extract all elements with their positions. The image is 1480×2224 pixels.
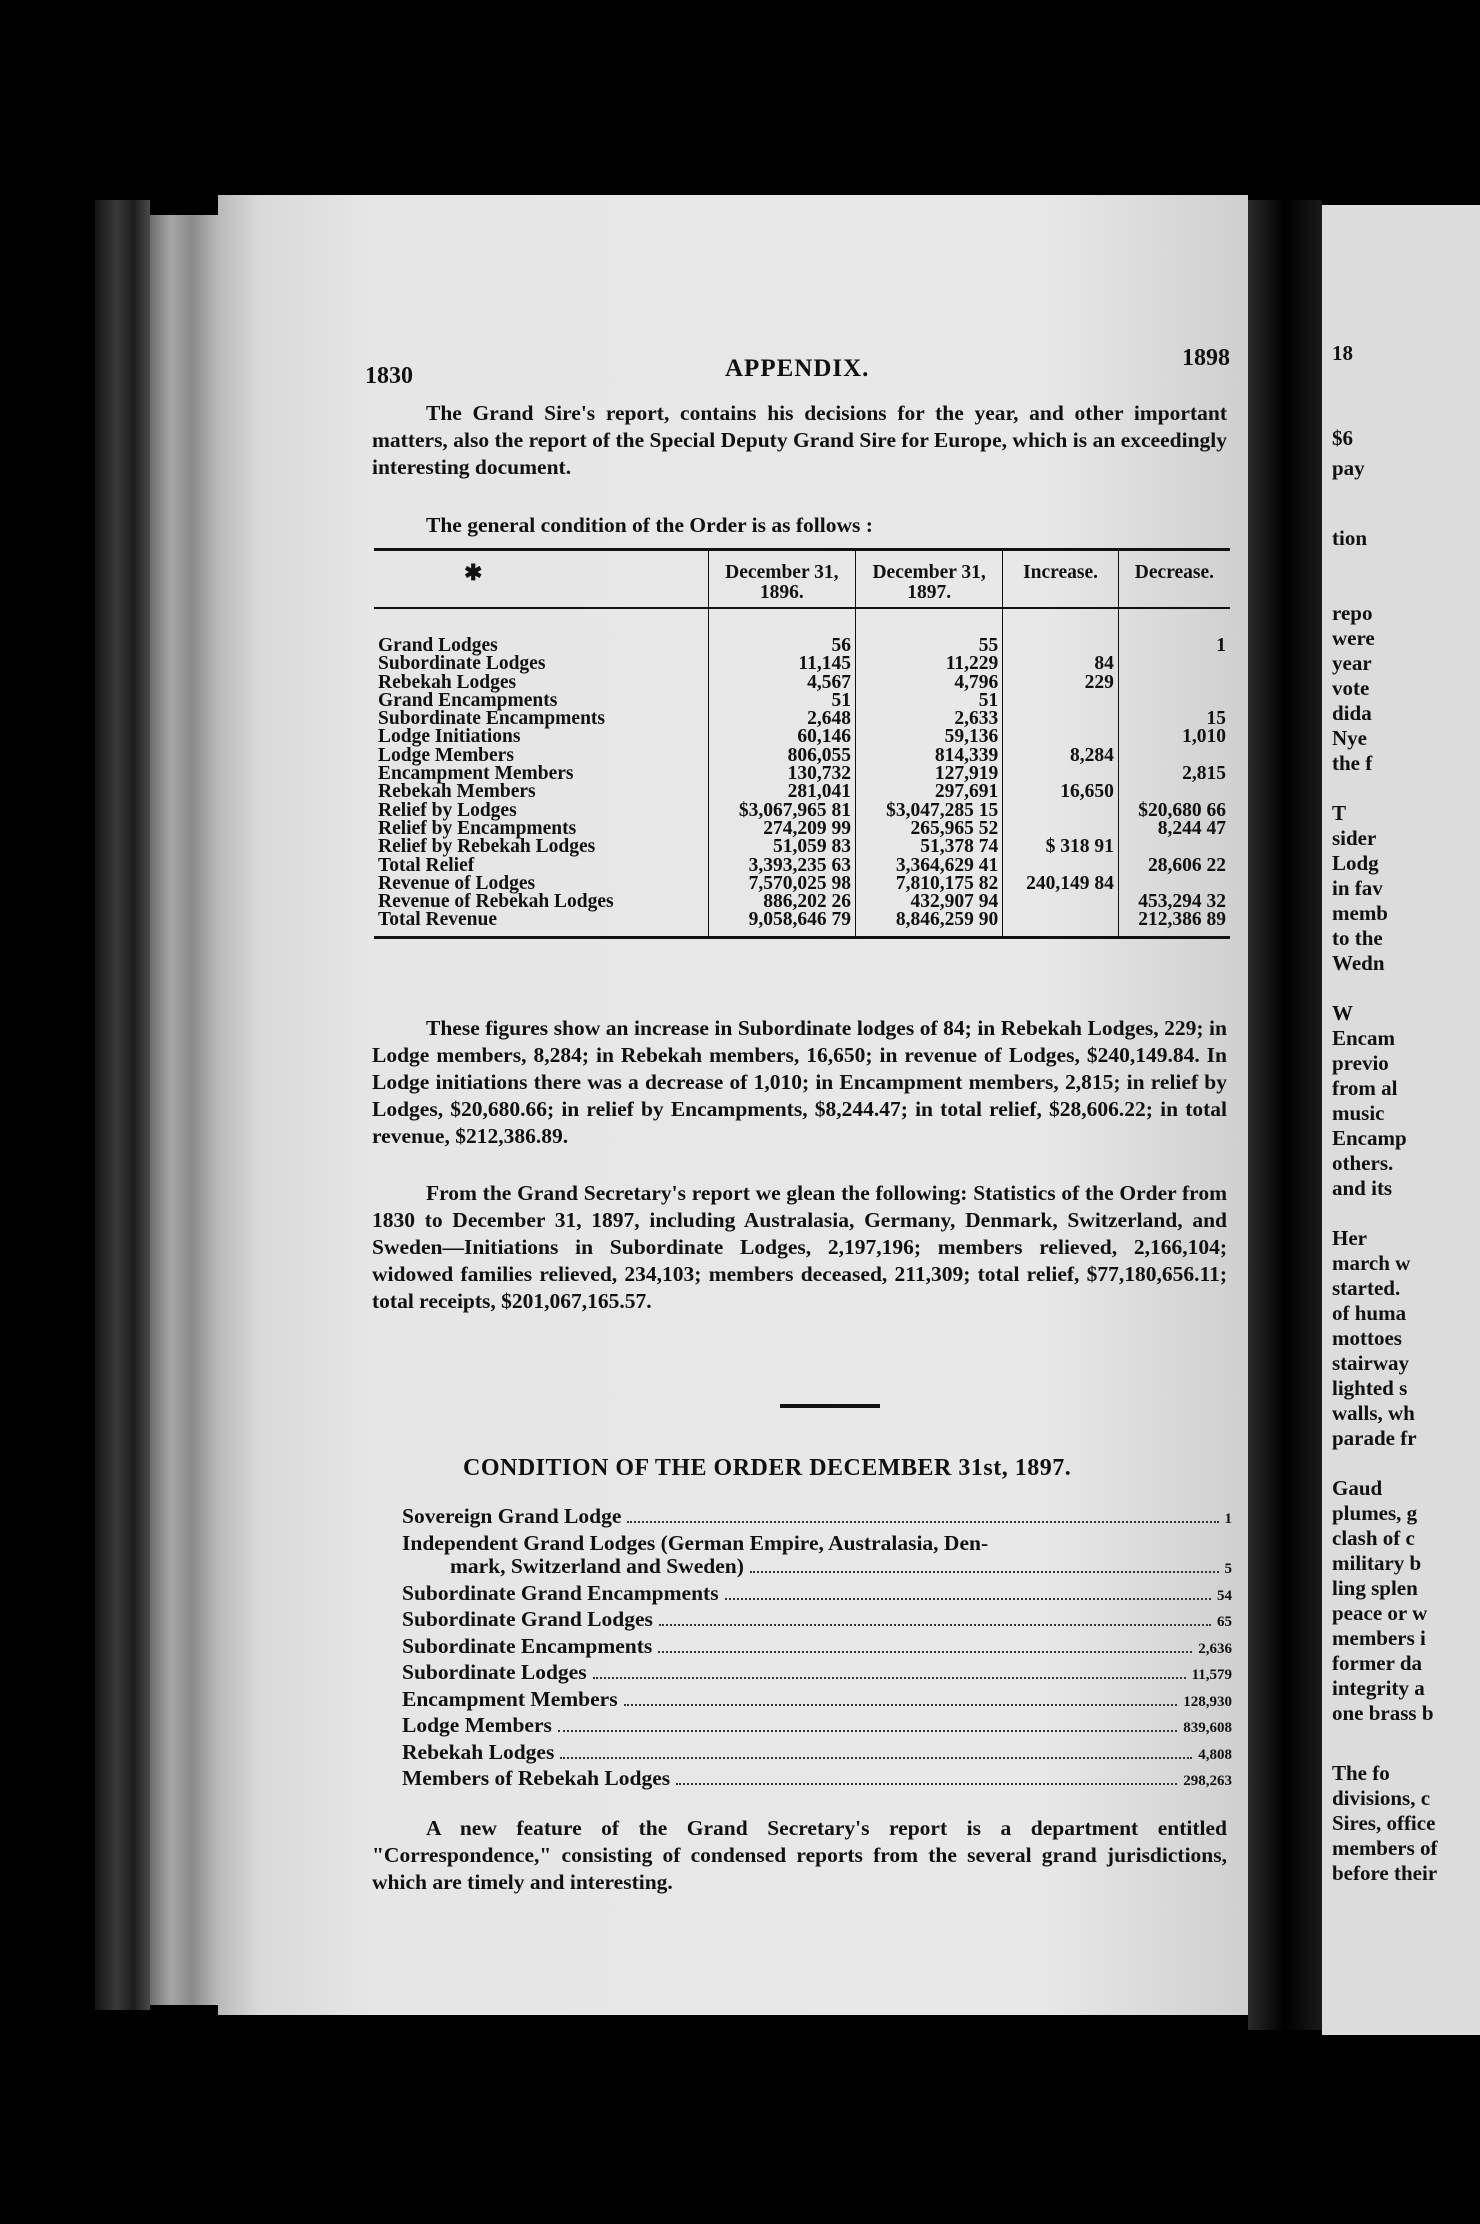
cell-decrease: $20,680 66 <box>1118 802 1230 820</box>
leader-dots <box>558 1730 1177 1732</box>
table-row <box>374 838 1230 856</box>
condition-value: 298,263 <box>1183 1773 1232 1789</box>
intro-paragraph: The Grand Sire's report, contains his decisions for the year, and other important matters, also the report of the Special Deputy Grand Sire for Europe, which is an exceedingly interesting document. <box>372 401 1227 479</box>
figures-paragraph: These figures show an increase in Subordinate lodges of 84; in Rebekah Lodges, 229; in Lodge members, 8,284; in Rebekah members, 16,650; in revenue of Lodges, $240,149.84. In Lodge initiations there was a decrease of 1,010; in Encampment members, 2,815; in relief by Lodges, $20,680.66; in relief by Encampments, $8,244.47; in total relief, $28,606.22; in total revenue, $212,386.89. <box>372 1016 1227 1148</box>
adjacent-page-text: Encamp <box>1332 1126 1407 1150</box>
adjacent-page-text: integrity a <box>1332 1676 1425 1700</box>
leader-dots <box>593 1677 1186 1679</box>
cell-1896: 130,732 <box>708 765 855 783</box>
adjacent-page-text: repo <box>1332 601 1373 625</box>
adjacent-page-text: peace or w <box>1332 1601 1428 1625</box>
condition-item <box>402 1688 1232 1715</box>
condition-list <box>402 1505 1232 1794</box>
adjacent-page-text: pay <box>1332 456 1365 480</box>
cell-1896: 4,567 <box>708 674 855 692</box>
adjacent-page-text: former da <box>1332 1651 1422 1675</box>
cell-increase <box>1003 893 1119 911</box>
table-header-mark: ✱ <box>374 550 708 609</box>
condition-item <box>402 1505 1232 1532</box>
condition-value: 1 <box>1224 1511 1232 1527</box>
cell-1896: 60,146 <box>708 728 855 746</box>
cell-decrease: 8,244 47 <box>1118 820 1230 838</box>
adjacent-page-text: Sires, office <box>1332 1811 1436 1835</box>
leader-dots <box>658 1651 1192 1653</box>
condition-label: Sovereign Grand Lodge <box>402 1504 622 1528</box>
cell-decrease: 212,386 89 <box>1118 911 1230 937</box>
row-label: Subordinate Lodges <box>378 653 546 675</box>
page-number: 1830 <box>365 363 413 389</box>
adjacent-page-text: clash of c <box>1332 1526 1415 1550</box>
cell-increase <box>1003 692 1119 710</box>
adjacent-page-text: Her <box>1332 1226 1367 1250</box>
cell-1896: 56 <box>708 608 855 655</box>
row-label: Total Relief <box>378 854 475 876</box>
adjacent-page-text: Gaud <box>1332 1476 1383 1500</box>
adjacent-page-text: previo <box>1332 1051 1389 1075</box>
cell-decrease: 28,606 22 <box>1118 857 1230 875</box>
adjacent-page-text: music <box>1332 1101 1385 1125</box>
condition-label: Independent Grand Lodges (German Empire, Australasia, Den- <box>402 1530 989 1555</box>
cell-increase: 240,149 84 <box>1003 875 1119 893</box>
row-label: Relief by Encampments <box>378 817 577 839</box>
cell-decrease <box>1118 783 1230 801</box>
table-row <box>374 911 1230 937</box>
adjacent-page-text: The fo <box>1332 1761 1390 1785</box>
row-label: Lodge Initiations <box>378 726 521 748</box>
adjacent-page-text: stairway <box>1332 1351 1409 1375</box>
cell-increase: $ 318 91 <box>1003 838 1119 856</box>
cell-decrease: 1 <box>1118 608 1230 655</box>
adjacent-page-text: walls, wh <box>1332 1401 1415 1425</box>
adjacent-page-text: year <box>1332 651 1372 675</box>
cell-decrease <box>1118 838 1230 856</box>
cell-1897: 297,691 <box>855 783 1002 801</box>
cell-1896: 886,202 26 <box>708 893 855 911</box>
adjacent-page-text: military b <box>1332 1551 1422 1575</box>
cell-1896: 274,209 99 <box>708 820 855 838</box>
book-spine-edge <box>150 215 220 2005</box>
condition-label: Lodge Members <box>402 1713 552 1737</box>
condition-label: mark, Switzerland and Sweden) <box>450 1554 744 1578</box>
condition-label: Rebekah Lodges <box>402 1739 555 1764</box>
adjacent-page-text: Encam <box>1332 1026 1395 1050</box>
book-spine-shadow <box>95 200 150 2010</box>
cell-1896: 51,059 83 <box>708 838 855 856</box>
cell-increase: 84 <box>1003 655 1119 673</box>
row-label: Lodge Members <box>378 744 514 766</box>
cell-decrease <box>1118 674 1230 692</box>
adjacent-page-text: ling splen <box>1332 1576 1418 1600</box>
condition-label: Subordinate Grand Encampments <box>402 1580 719 1605</box>
cell-decrease: 15 <box>1118 710 1230 728</box>
condition-value: 839,608 <box>1183 1720 1232 1736</box>
header-increase: Increase. <box>1003 550 1119 609</box>
cell-increase <box>1003 802 1119 820</box>
leader-dots <box>676 1783 1177 1785</box>
cell-1897: 51 <box>855 692 1002 710</box>
cell-1896: 2,648 <box>708 710 855 728</box>
cell-1897: 51,378 74 <box>855 838 1002 856</box>
order-condition-table <box>374 548 1230 939</box>
cell-increase: 16,650 <box>1003 783 1119 801</box>
adjacent-page-text: sider <box>1332 826 1377 850</box>
adjacent-page-text: started. <box>1332 1276 1401 1300</box>
running-title: APPENDIX. <box>725 355 870 382</box>
adjacent-page-text: Wedn <box>1332 951 1385 975</box>
condition-value: 4,808 <box>1198 1746 1232 1763</box>
header-1897: December 31, 1897. <box>855 550 1002 609</box>
table-body <box>374 608 1230 937</box>
cell-1896: 51 <box>708 692 855 710</box>
row-label: Encampment Members <box>378 763 574 785</box>
condition-value: 128,930 <box>1183 1693 1232 1710</box>
row-label: Total Revenue <box>374 911 708 937</box>
adjacent-page-text: dida <box>1332 701 1372 725</box>
header-decrease: Decrease. <box>1118 550 1230 609</box>
condition-label: Members of Rebekah Lodges <box>402 1766 671 1790</box>
condition-item <box>402 1555 1232 1582</box>
condition-item <box>402 1661 1232 1688</box>
cell-1897: 55 <box>855 608 1002 655</box>
row-label: Relief by Lodges <box>378 799 517 821</box>
cell-1896: $3,067,965 81 <box>708 802 855 820</box>
leader-dots <box>659 1624 1211 1626</box>
cell-decrease: 453,294 32 <box>1118 893 1230 911</box>
condition-item <box>402 1635 1232 1662</box>
adjacent-page-text: members i <box>1332 1626 1426 1650</box>
table-row <box>374 655 1230 673</box>
adjacent-page-text: and its <box>1332 1176 1393 1200</box>
intro-lead-in: The general condition of the Order is as follows : <box>426 513 873 537</box>
table-row <box>374 783 1230 801</box>
cell-1897: 265,965 52 <box>855 820 1002 838</box>
adjacent-page-text: lighted s <box>1332 1376 1408 1400</box>
row-label: Revenue of Lodges <box>378 872 536 894</box>
cell-1896: 7,570,025 98 <box>708 875 855 893</box>
adjacent-page-text: Lodg <box>1332 851 1379 875</box>
cell-1897: 7,810,175 82 <box>855 875 1002 893</box>
row-label: Relief by Rebekah Lodges <box>378 836 596 858</box>
adjacent-page-text: $6 <box>1332 426 1353 450</box>
table-row <box>374 608 1230 655</box>
running-head <box>365 345 1230 395</box>
row-label: Grand Lodges <box>378 635 498 656</box>
cell-1897: 432,907 94 <box>855 893 1002 911</box>
adjacent-page-text: vote <box>1332 676 1370 700</box>
adjacent-page-text: Nye <box>1332 726 1367 750</box>
cell-decrease: 2,815 <box>1118 765 1230 783</box>
adjacent-page-text: in fav <box>1332 876 1383 900</box>
cell-1897: 59,136 <box>855 728 1002 746</box>
adjacent-page-text: memb <box>1332 901 1388 925</box>
cell-1897: $3,047,285 15 <box>855 802 1002 820</box>
condition-label: Encampment Members <box>402 1686 618 1711</box>
condition-value: 2,636 <box>1198 1640 1232 1657</box>
adjacent-page-text: before their <box>1332 1861 1438 1885</box>
leader-dots <box>725 1598 1211 1600</box>
condition-value: 5 <box>1224 1561 1232 1577</box>
cell-1897: 8,846,259 90 <box>855 911 1002 937</box>
condition-item <box>402 1714 1232 1741</box>
cell-1897: 127,919 <box>855 765 1002 783</box>
condition-item <box>402 1532 1232 1556</box>
adjacent-page <box>1322 205 1480 2035</box>
adjacent-page-text: march w <box>1332 1251 1411 1275</box>
leader-dots <box>560 1757 1192 1759</box>
table-header-row <box>374 550 1230 609</box>
condition-label: Subordinate Grand Lodges <box>402 1607 653 1631</box>
cell-1897: 2,633 <box>855 710 1002 728</box>
adjacent-page-text: divisions, c <box>1332 1786 1431 1810</box>
cell-1896: 11,145 <box>708 655 855 673</box>
condition-value: 54 <box>1217 1587 1232 1604</box>
row-label: Rebekah Members <box>378 781 536 803</box>
condition-value: 65 <box>1217 1614 1232 1630</box>
adjacent-page-text: plumes, g <box>1332 1501 1418 1525</box>
cell-increase <box>1003 911 1119 937</box>
cell-1896: 9,058,646 79 <box>708 911 855 937</box>
adjacent-page-text: T <box>1332 801 1347 825</box>
adjacent-page-text: to the <box>1332 926 1383 950</box>
cell-1897: 814,339 <box>855 747 1002 765</box>
running-year: 1898 <box>1182 345 1230 371</box>
adjacent-page-text: mottoes <box>1332 1326 1402 1350</box>
row-label: Grand Encampments <box>378 689 558 711</box>
cell-1897: 3,364,629 41 <box>855 857 1002 875</box>
cell-1896: 806,055 <box>708 747 855 765</box>
cell-increase <box>1003 710 1119 728</box>
adjacent-page-text: parade fr <box>1332 1426 1417 1450</box>
leader-dots <box>627 1521 1218 1523</box>
header-1896: December 31, 1896. <box>708 550 855 609</box>
adjacent-page-text: were <box>1332 626 1375 650</box>
condition-item <box>402 1582 1232 1609</box>
closing-paragraph: A new feature of the Grand Secretary's report is a department entitled "Correspondence," consisting of condensed reports from the several grand jurisdictions, which are timely and interesting. <box>372 1816 1227 1894</box>
condition-label: Subordinate Lodges <box>402 1660 587 1684</box>
secretary-paragraph: From the Grand Secretary's report we glean the following: Statistics of the Order from 1830 to December 31, 1897, including Australasia, Germany, Denmark, Switzerland, and Sweden—Initiations in Subordinate Lodges, 2,197,196; members relieved, 2,166,104; widowed families relieved, 234,103; members deceased, 211,309; total relief, $77,180,656.11; total receipts, $201,067,165.57. <box>372 1181 1227 1313</box>
cell-increase: 229 <box>1003 674 1119 692</box>
leader-dots <box>624 1704 1178 1706</box>
adjacent-page-text: one brass b <box>1332 1701 1434 1725</box>
adjacent-page-text: W <box>1332 1001 1353 1025</box>
cell-1897: 11,229 <box>855 655 1002 673</box>
adjacent-page-text: the f <box>1332 751 1373 775</box>
condition-heading: CONDITION OF THE ORDER DECEMBER 31st, 1897. <box>463 1455 1072 1481</box>
section-divider <box>780 1404 880 1408</box>
adjacent-page-text: of huma <box>1332 1301 1407 1325</box>
condition-value: 11,579 <box>1191 1667 1232 1683</box>
leader-dots <box>750 1571 1219 1573</box>
row-label: Rebekah Lodges <box>378 671 517 693</box>
adjacent-page-text: tion <box>1332 526 1368 550</box>
cell-increase <box>1003 608 1119 655</box>
adjacent-page-text: 18 <box>1332 341 1353 365</box>
cell-decrease <box>1118 655 1230 673</box>
cell-increase: 8,284 <box>1003 747 1119 765</box>
row-label: Revenue of Rebekah Lodges <box>378 891 614 913</box>
adjacent-page-text: from al <box>1332 1076 1398 1100</box>
condition-label: Subordinate Encampments <box>402 1633 653 1658</box>
cell-1897: 4,796 <box>855 674 1002 692</box>
adjacent-page-text: members of <box>1332 1836 1438 1860</box>
row-label: Subordinate Encampments <box>378 708 605 730</box>
cell-1896: 3,393,235 63 <box>708 857 855 875</box>
condition-item <box>402 1608 1232 1635</box>
adjacent-page-text: others. <box>1332 1151 1394 1175</box>
condition-item <box>402 1767 1232 1794</box>
page-gutter <box>1248 200 1322 2030</box>
condition-item <box>402 1741 1232 1768</box>
cell-1896: 281,041 <box>708 783 855 801</box>
cell-decrease: 1,010 <box>1118 728 1230 746</box>
